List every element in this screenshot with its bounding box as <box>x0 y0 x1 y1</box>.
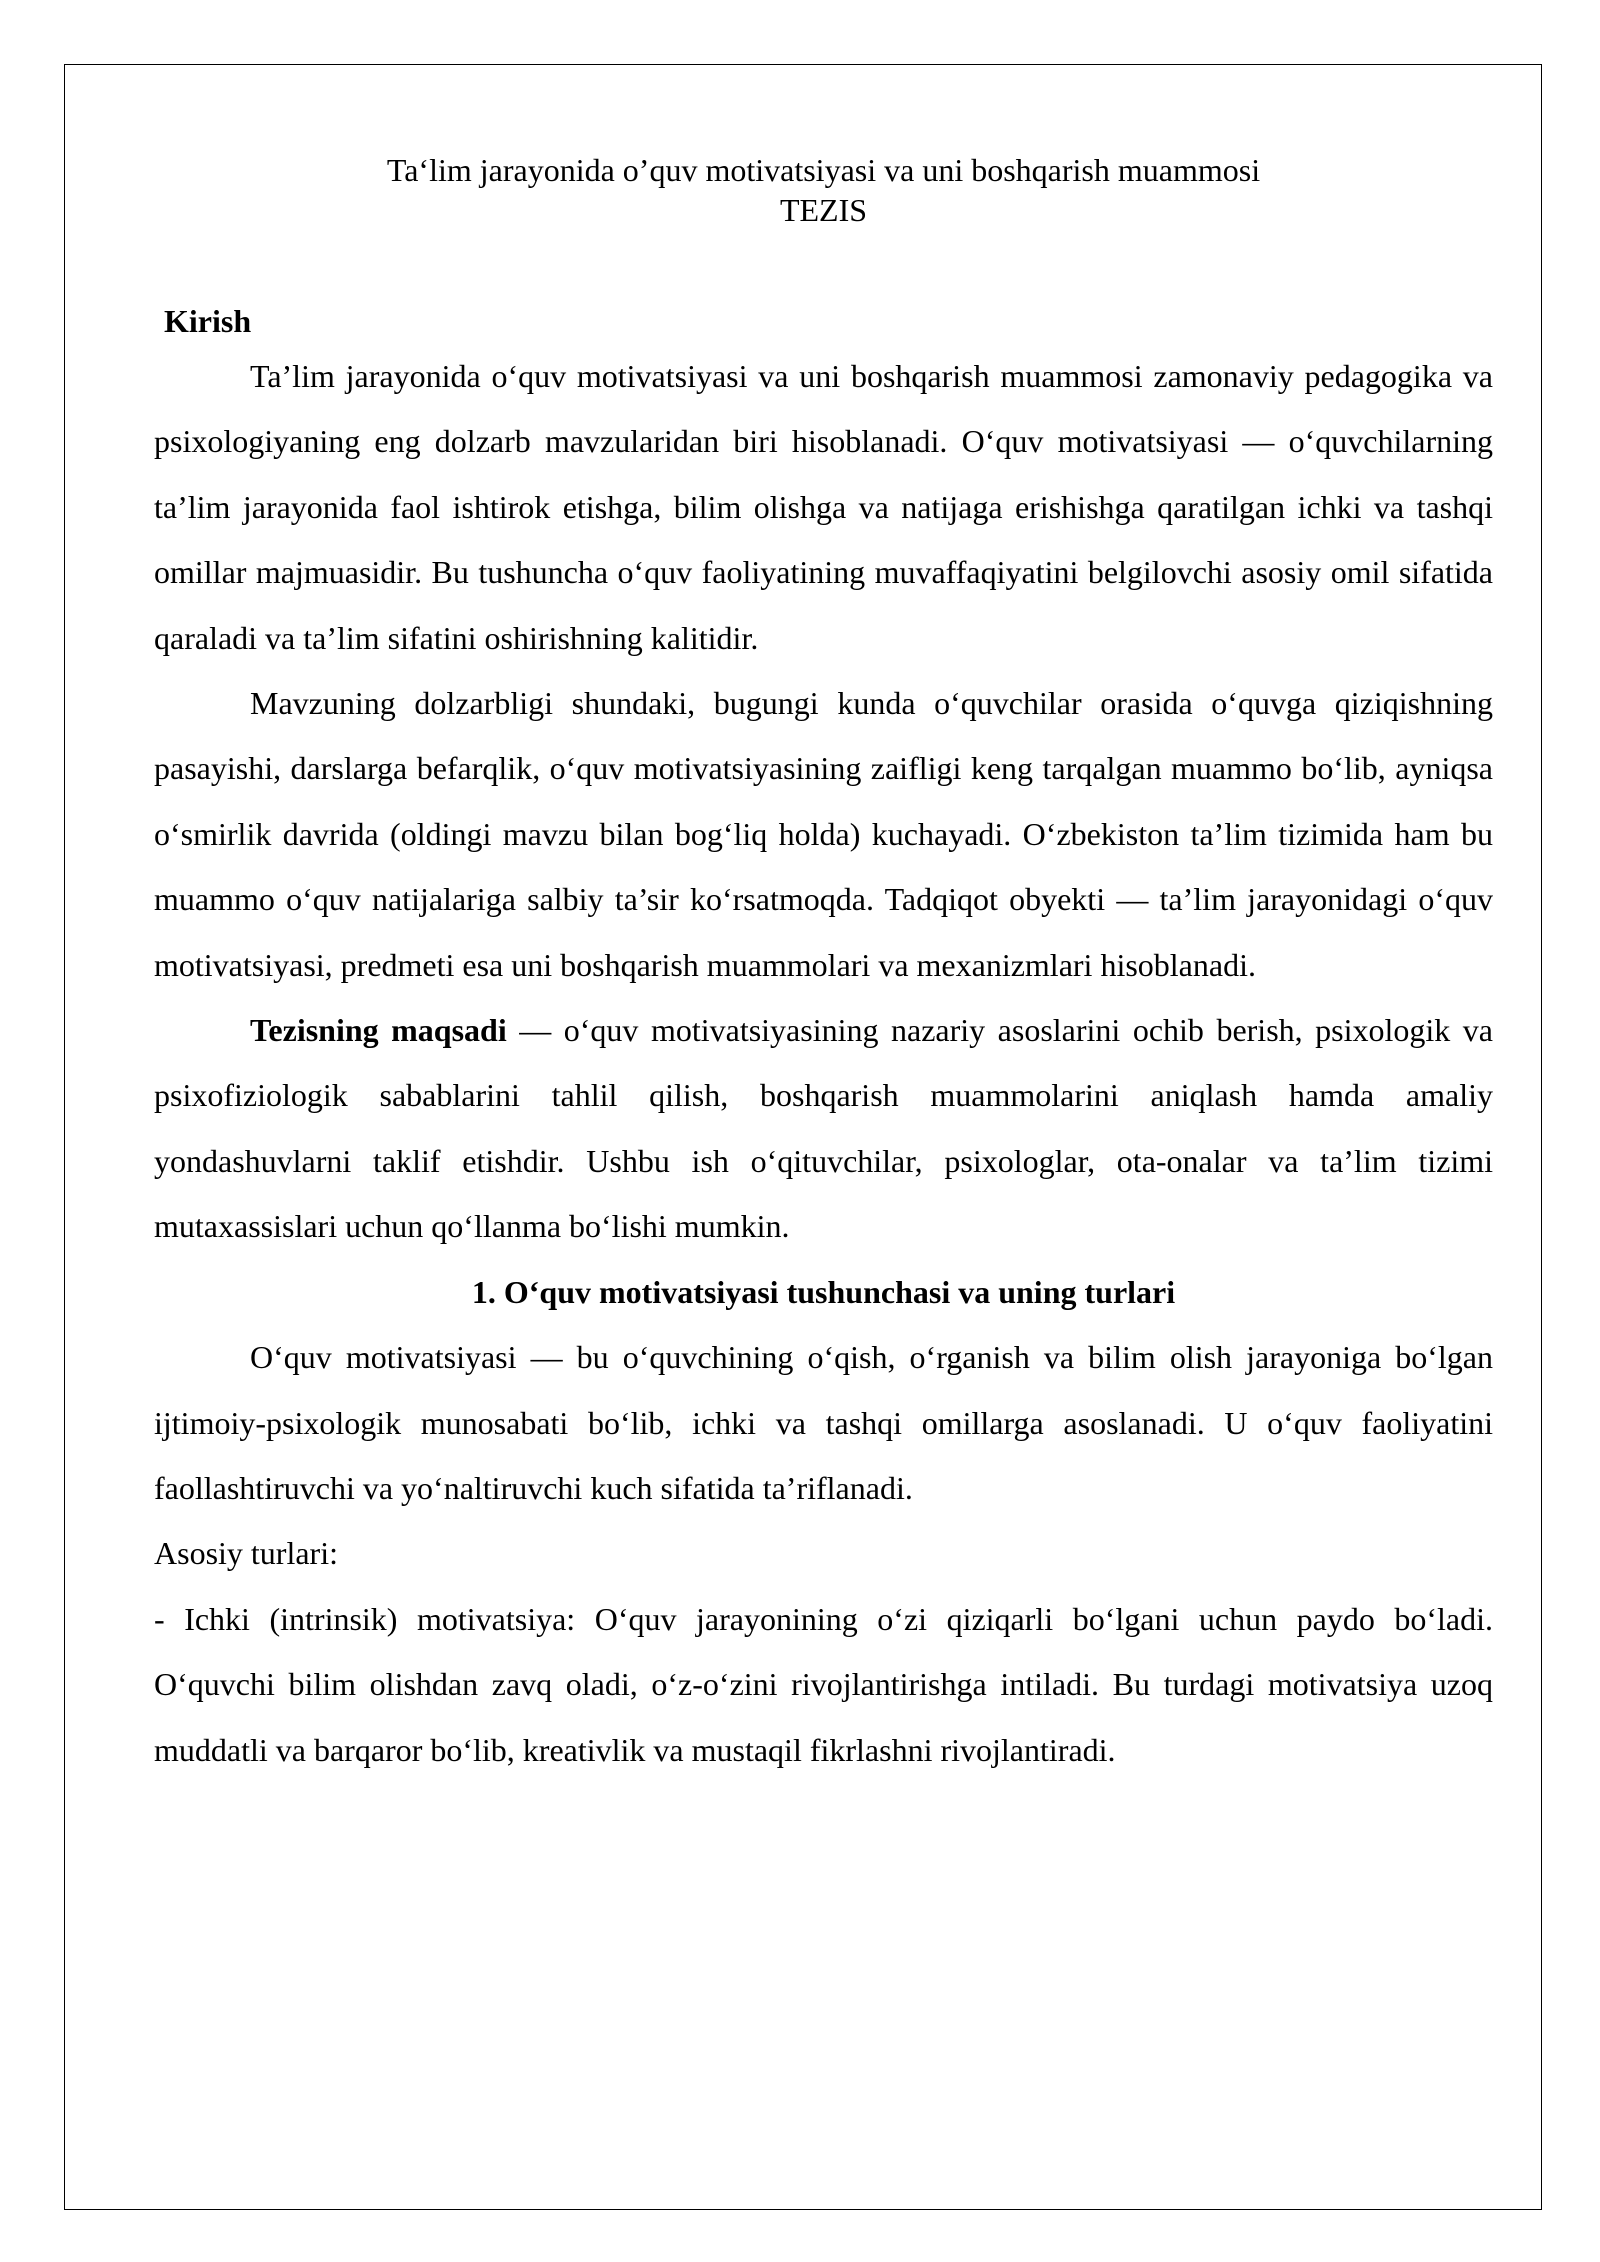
goal-label: Tezisning maqsadi <box>250 1012 507 1049</box>
intro-paragraph-1: Ta’lim jarayonida o‘quv motivatsiyasi va uni boshqarish muammosi zamonaviy pedagogika va psixologiyaning eng dolzarb mavzularidan biri hisoblanadi. O‘quv motivatsiyasi — o‘quvchilarning ta’lim jarayonida faol ishtirok etishga, bilim olishga va natijaga erishishga qaratilgan ichki va tashqi omillar majmuasidir. Bu tushuncha o‘quv faoliyatining muvaffaqiyatini belgilovchi asosiy omil sifatida qaraladi va ta’lim sifatini oshirishning kalitidir. <box>154 358 1493 656</box>
section-1-title: 1. O‘quv motivatsiyasi tushunchasi va uning turlari <box>471 1273 1176 1310</box>
document-body <box>154 150 1493 1783</box>
intro-paragraph-3 <box>154 998 1493 1260</box>
goal-text: — o‘quv motivatsiyasining nazariy asoslarini ochib berish, psixologik va psixofiziologik sabablarini tahlil qilish, boshqarish muammolarini aniqlash hamda amaliy yondashuvlarni taklif etishdir. Ushbu ish o‘qituvchilar, psixologlar, ota-onalar va ta’lim tizimi mutaxassislari uchun qo‘llanma bo‘lishi mumkin. <box>154 1012 1494 1245</box>
document-title: Ta‘lim jarayonida o’quv motivatsiyasi va uni boshqarish muammosi <box>386 152 1261 188</box>
section-1-paragraph-1: O‘quv motivatsiyasi — bu o‘quvchining o‘qish, o‘rganish va bilim olish jarayoniga bo‘lgan ijtimoiy-psixologik munosabati bo‘lib, ichki va tashqi omillarga asoslanadi. U o‘quv faoliyatini faollashtiruvchi va yo‘naltiruvchi kuch sifatida ta’riflanadi. <box>154 1339 1493 1506</box>
intro-heading: Kirish <box>164 303 252 339</box>
section-1-types-label: Asosiy turlari: <box>154 1535 338 1572</box>
section-1-type-intrinsic: - Ichki (intrinsik) motivatsiya: O‘quv jarayonining o‘zi qiziqarli bo‘lgani uchun paydo bo‘ladi. O‘quvchi bilim olishdan zavq oladi, o‘z-o‘zini rivojlantirishga intiladi. Bu turdagi motivatsiya uzoq muddatli va barqaror bo‘lib, kreativlik va mustaqil fikrlashni rivojlantiradi. <box>154 1600 1493 1768</box>
document-subtitle: TEZIS <box>779 192 868 228</box>
intro-paragraph-2: Mavzuning dolzarbligi shundaki, bugungi kunda o‘quvchilar orasida o‘quvga qiziqishning pasayishi, darslarga befarqlik, o‘quv motivatsiyasining zaifligi keng tarqalgan muammo bo‘lib, ayniqsa o‘smirlik davrida (oldingi mavzu bilan bog‘liq holda) kuchayadi. O‘zbekiston ta’lim tizimida ham bu muammo o‘quv natijalariga salbiy ta’sir ko‘rsatmoqda. Tadqiqot obyekti — ta’lim jarayonidagi o‘quv motivatsiyasi, predmeti esa uni boshqarish muammolari va mexanizmlari hisoblanadi. <box>154 685 1493 983</box>
